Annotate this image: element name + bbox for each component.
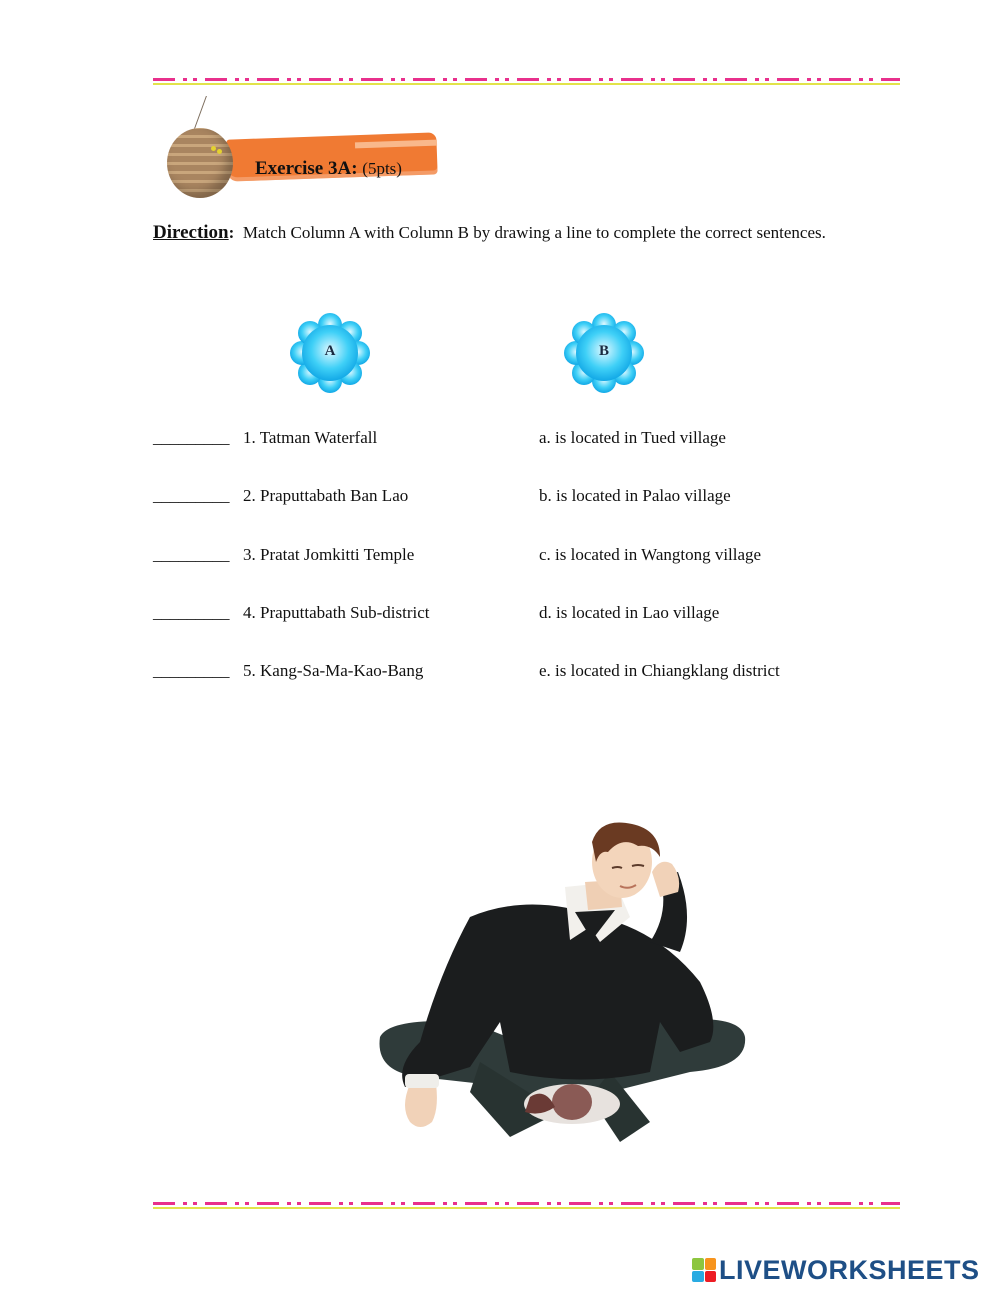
brand-name: LIVEWORKSHEETS (719, 1254, 980, 1285)
column-a-item: 3. Pratat Jomkitti Temple (243, 545, 415, 564)
exercise-banner (165, 96, 445, 206)
column-a-item: 5. Kang-Sa-Ma-Kao-Bang (243, 661, 424, 680)
exercise-title (255, 158, 402, 180)
thinking-man-illustration (360, 822, 760, 1152)
match-row (0, 545, 1000, 569)
wooden-ball-icon (167, 128, 233, 198)
match-row (0, 486, 1000, 510)
answer-blank[interactable]: _________ (153, 486, 230, 505)
liveworksheets-brand[interactable] (692, 1254, 980, 1286)
direction-label: Direction (153, 222, 229, 243)
bottom-border (153, 1202, 900, 1210)
answer-blank[interactable]: _________ (153, 428, 230, 447)
column-a-label: A (324, 343, 336, 359)
column-a-item: 4. Praputtabath Sub-district (243, 603, 430, 622)
column-b-item: c. is located in Wangtong village (539, 545, 762, 564)
column-b-badge (562, 311, 646, 395)
match-row (0, 661, 1000, 685)
match-row (0, 603, 1000, 627)
liveworksheets-logo-icon (692, 1258, 716, 1282)
column-a-item: 2. Praputtabath Ban Lao (243, 486, 409, 505)
exercise-points: (5pts) (362, 159, 402, 178)
person-icon (360, 822, 760, 1152)
column-a-badge (288, 311, 372, 395)
answer-blank[interactable]: _________ (153, 661, 230, 680)
column-b-item: e. is located in Chiangklang district (539, 661, 780, 680)
column-b-item: a. is located in Tued village (539, 428, 726, 447)
column-b-label: B (598, 343, 609, 359)
top-border (153, 78, 900, 86)
column-b-item: d. is located in Lao village (539, 603, 720, 622)
column-b-item: b. is located in Palao village (539, 486, 731, 505)
column-a-item: 1. Tatman Waterfall (243, 428, 378, 447)
answer-blank[interactable]: _________ (153, 603, 230, 622)
answer-blank[interactable]: _________ (153, 545, 230, 564)
direction-line: Direction: Match Column A with Column B by drawing a line to complete the correct sentences. (153, 222, 826, 243)
match-row (0, 428, 1000, 452)
exercise-title-text: Exercise 3A: (255, 158, 358, 179)
direction-text: Match Column A with Column B by drawing a line to complete the correct sentences. (242, 223, 826, 242)
